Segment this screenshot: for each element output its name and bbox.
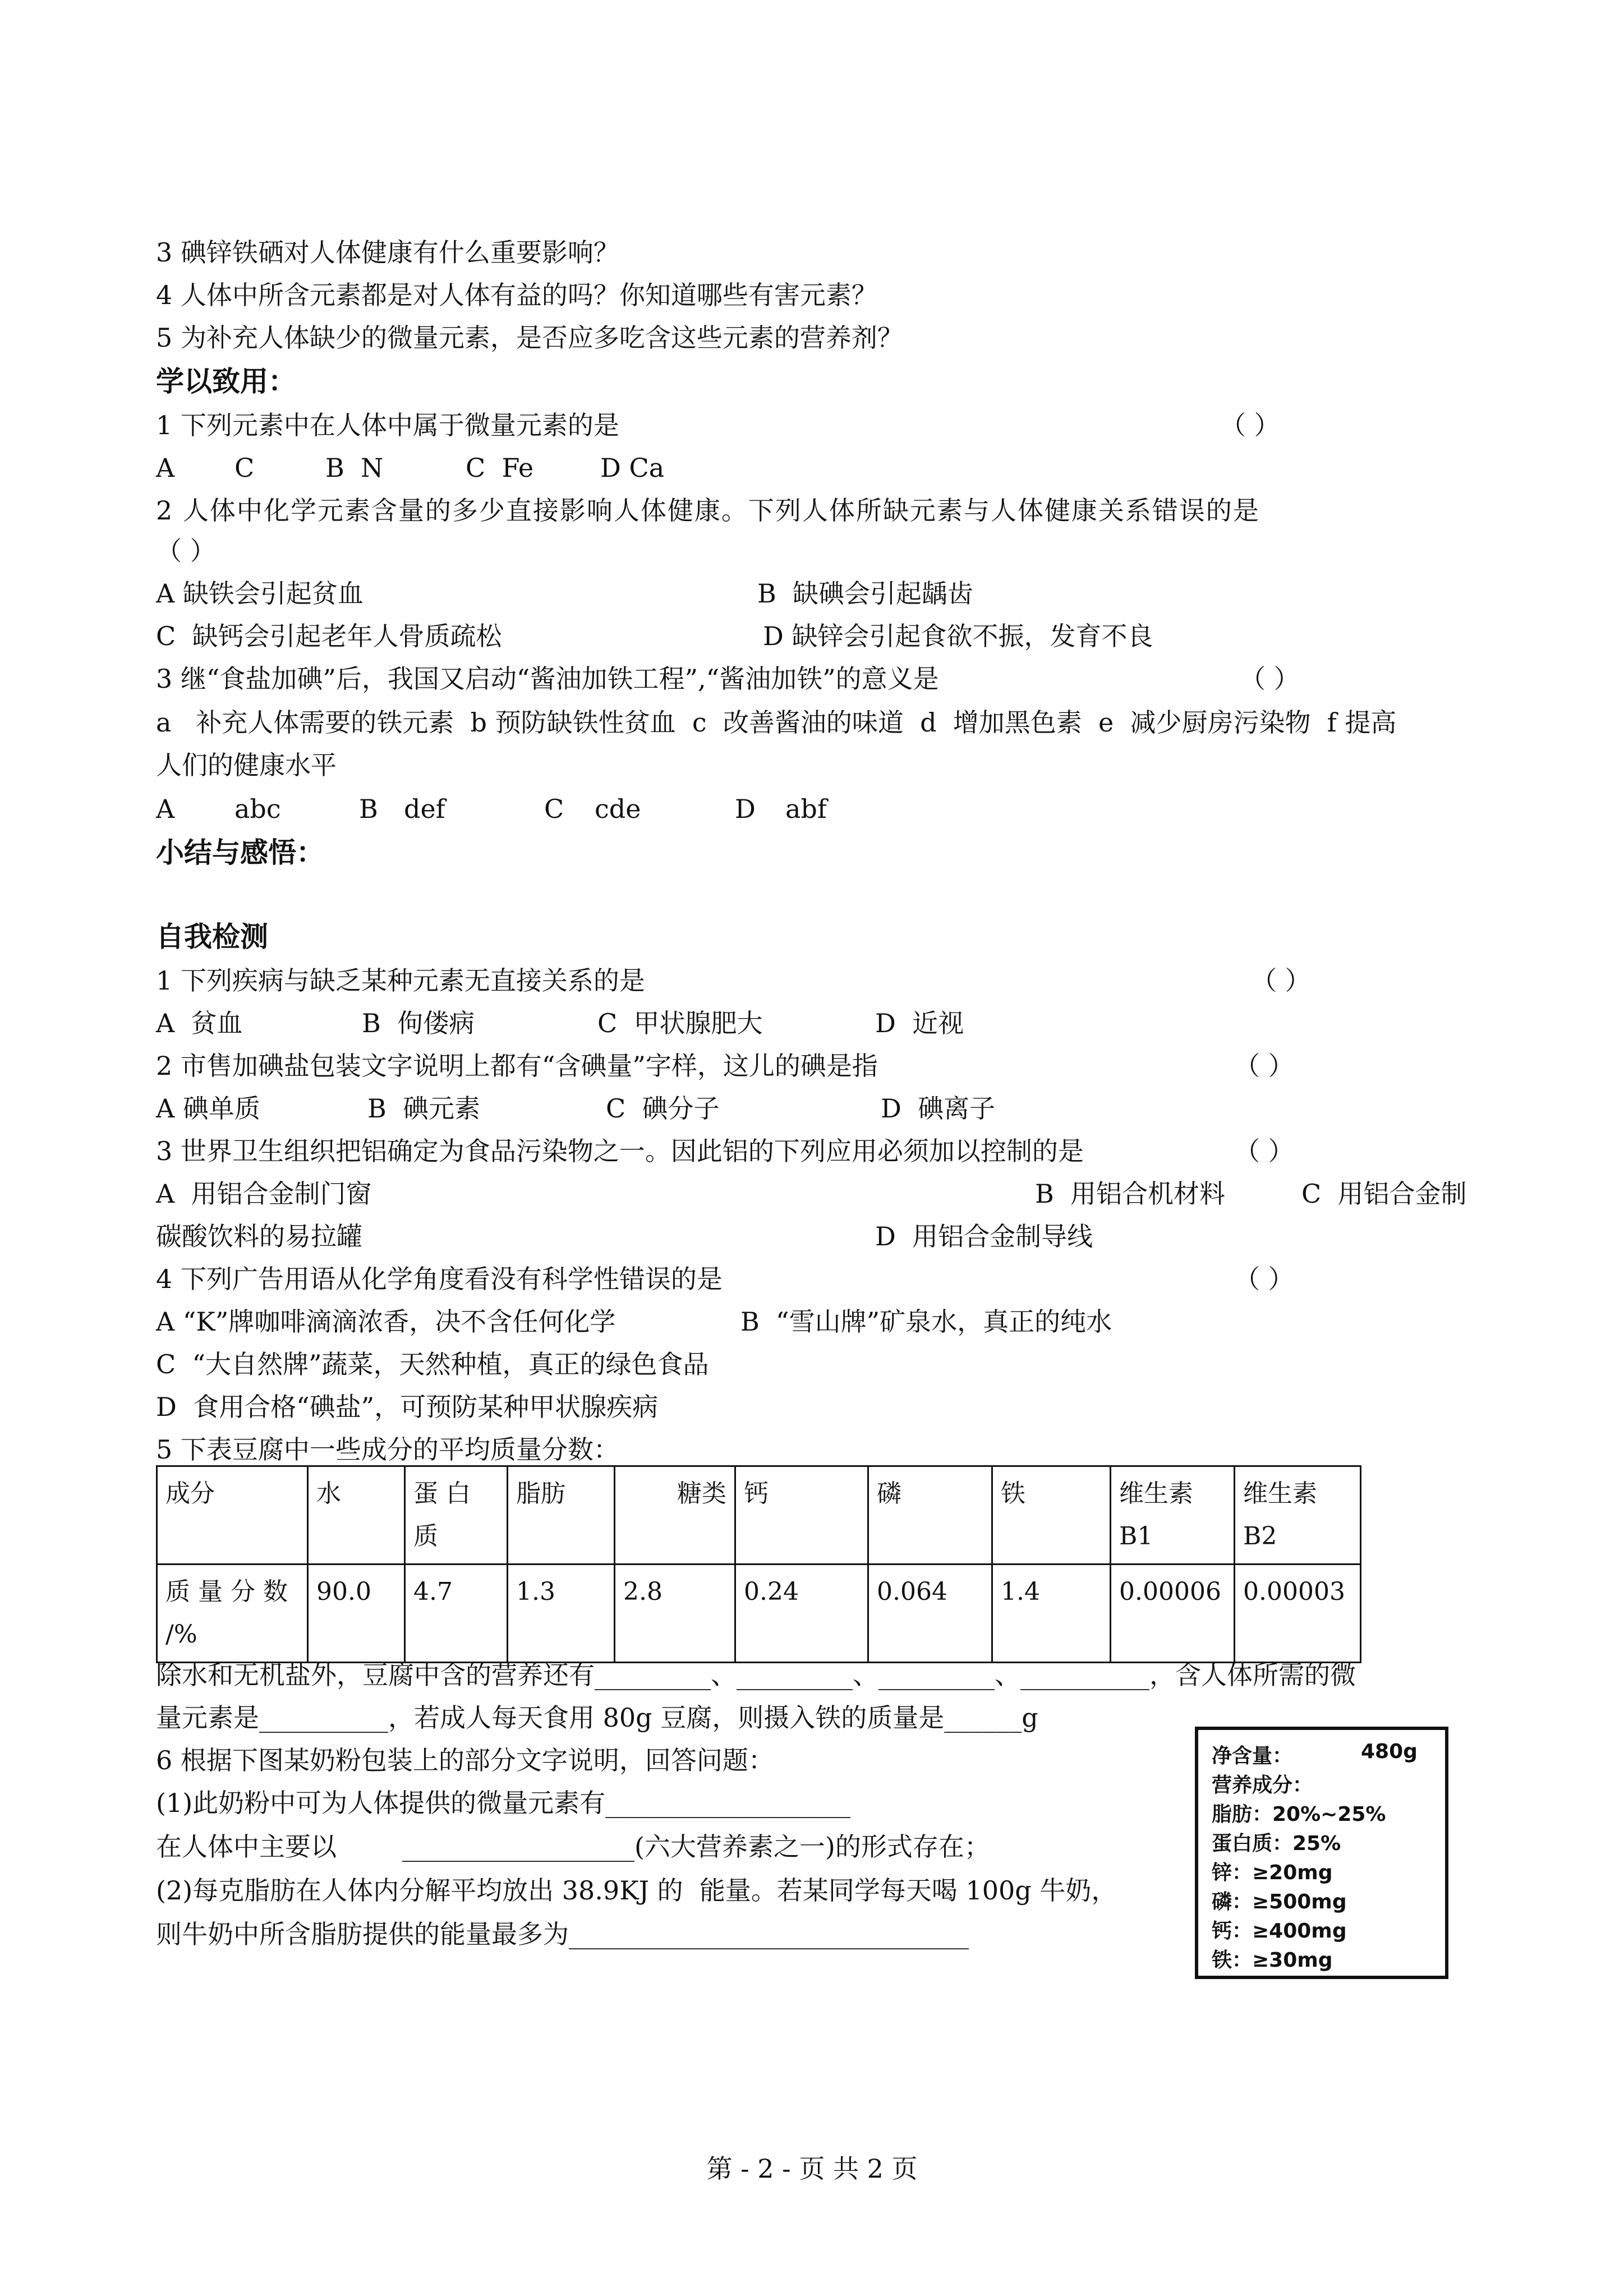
answer-bracket: （ ） bbox=[1234, 1264, 1294, 1294]
answer-bracket: （ ） bbox=[156, 536, 216, 566]
option: C Fe bbox=[466, 453, 534, 483]
table-cell: 2.8 bbox=[615, 1565, 735, 1663]
table-cell: 90.0 bbox=[308, 1565, 405, 1663]
option-c: C 碘分子 bbox=[606, 1093, 720, 1124]
answer-bracket: （ ） bbox=[1234, 1051, 1294, 1081]
question-5-intro: 5 为补充人体缺少的微量元素，是否应多吃含这些元素的营养剂？ bbox=[156, 323, 903, 353]
test-q1: 1 下列疾病与缺乏某种元素无直接关系的是 bbox=[156, 965, 645, 996]
section-heading-apply: 学以致用： bbox=[156, 365, 296, 398]
option-b: B “雪山牌”矿泉水，真正的纯水 bbox=[740, 1306, 1112, 1337]
option: C bbox=[544, 794, 564, 824]
table-cell: 成分 bbox=[157, 1466, 308, 1565]
option: abc bbox=[234, 794, 281, 824]
test-q6-part1-cont: 在人体中主要以 __________________(六大营养素之一)的形式存在； bbox=[156, 1832, 990, 1862]
answer-bracket: （ ） bbox=[1220, 410, 1280, 440]
answer-bracket: （ ） bbox=[1240, 664, 1300, 694]
option-c: C 甲状腺肥大 bbox=[597, 1008, 763, 1038]
table-row bbox=[157, 1565, 1361, 1663]
label-fat: 脂肪：20%~25% bbox=[1212, 1803, 1386, 1826]
page-footer: 第 - 2 - 页 共 2 页 bbox=[706, 2154, 918, 2184]
apply-q3-items: a 补充人体需要的铁元素 b 预防缺铁性贫血 c 改善酱油的味道 d 增加黑色素 e 减少厨房污染物 f 提高 bbox=[156, 707, 1397, 738]
option: B N bbox=[325, 453, 384, 483]
label-iron: 铁：≥30mg bbox=[1212, 1949, 1333, 1972]
table-cell: 维生素 B1 bbox=[1111, 1466, 1235, 1565]
option: D Ca bbox=[600, 453, 665, 483]
option-d: D 近视 bbox=[875, 1008, 964, 1038]
option-b: B 碘元素 bbox=[367, 1093, 481, 1124]
table-cell: 质 量 分 数 /% bbox=[157, 1565, 308, 1663]
option-c: C 用铝合金制 bbox=[1301, 1179, 1467, 1209]
option: A bbox=[156, 453, 175, 483]
milk-powder-label bbox=[1195, 1727, 1448, 1979]
option-d: D 食用合格“碘盐”，可预防某种甲状腺疾病 bbox=[156, 1392, 659, 1422]
test-q5: 5 下表豆腐中一些成分的平均质量分数： bbox=[156, 1434, 619, 1465]
label-zinc: 锌：≥20mg bbox=[1212, 1861, 1333, 1884]
apply-q3-items-cont: 人们的健康水平 bbox=[156, 750, 337, 780]
answer-bracket: （ ） bbox=[1251, 965, 1311, 996]
option-c: C “大自然牌”蔬菜，天然种植，真正的绿色食品 bbox=[156, 1349, 709, 1379]
test-q6-part2-cont: 则牛奶中所含脂肪提供的能量最多为_______________________________ bbox=[156, 1919, 969, 1949]
table-cell: 铁 bbox=[992, 1466, 1111, 1565]
label-nutrition: 营养成分： bbox=[1212, 1774, 1313, 1797]
apply-q3: 3 继“食盐加碘”后，我国又启动“酱油加铁工程”,“酱油加铁”的意义是 bbox=[156, 664, 939, 694]
option-a: A 贫血 bbox=[156, 1008, 243, 1038]
option: B bbox=[359, 794, 378, 824]
test-q4: 4 下列广告用语从化学角度看没有科学性错误的是 bbox=[156, 1264, 723, 1294]
test-q3: 3 世界卫生组织把铝确定为食品污染物之一。因此铝的下列应用必须加以控制的是 bbox=[156, 1136, 1084, 1166]
tofu-composition-table bbox=[156, 1465, 1361, 1663]
test-q6-part2: (2)每克脂肪在人体内分解平均放出 38.9KJ 的 能量。若某同学每天喝 100g 牛奶， bbox=[156, 1875, 1117, 1906]
option-d: D 缺锌会引起食欲不振，发育不良 bbox=[763, 621, 1153, 651]
table-cell: 0.00006 bbox=[1111, 1565, 1235, 1663]
question-3-intro: 3 碘锌铁硒对人体健康有什么重要影响？ bbox=[156, 237, 619, 268]
option-a: A “K”牌咖啡滴滴浓香，决不含任何化学 bbox=[156, 1306, 616, 1337]
table-cell: 钙 bbox=[735, 1466, 868, 1565]
label-net-value: 480g bbox=[1361, 1740, 1418, 1763]
table-cell: 维生素 B2 bbox=[1235, 1466, 1361, 1565]
option: abf bbox=[785, 794, 827, 824]
label-calcium: 钙：≥400mg bbox=[1212, 1920, 1347, 1943]
option-a: A 碘单质 bbox=[156, 1093, 260, 1124]
option: C bbox=[234, 453, 255, 483]
option-d: D 用铝合金制导线 bbox=[875, 1221, 1093, 1251]
option: A bbox=[156, 794, 175, 824]
test-q6: 6 根据下图某奶粉包装上的部分文字说明，回答问题： bbox=[156, 1745, 774, 1775]
test-q2: 2 市售加碘盐包装文字说明上都有“含碘量”字样，这儿的碘是指 bbox=[156, 1051, 878, 1081]
label-phosphorus: 磷：≥500mg bbox=[1212, 1890, 1347, 1913]
table-cell: 0.064 bbox=[868, 1565, 992, 1663]
option: cde bbox=[595, 794, 641, 824]
apply-q1: 1 下列元素中在人体中属于微量元素的是 bbox=[156, 410, 619, 440]
option: def bbox=[404, 794, 445, 824]
option-c-cont: 碳酸饮料的易拉罐 bbox=[156, 1221, 362, 1251]
test-q5-fill-line2: 量元素是__________，若成人每天食用 80g 豆腐，则摄入铁的质量是______g bbox=[156, 1703, 1038, 1733]
label-protein: 蛋白质：25% bbox=[1212, 1832, 1341, 1855]
table-header-row bbox=[157, 1466, 1361, 1565]
table-cell: 0.00003 bbox=[1235, 1565, 1361, 1663]
test-q6-part1: (1)此奶粉中可为人体提供的微量元素有___________________ bbox=[156, 1788, 851, 1818]
label-net-content: 净含量： bbox=[1212, 1745, 1293, 1768]
option-a: A 用铝合金制门窗 bbox=[156, 1179, 372, 1209]
section-heading-self-test: 自我检测 bbox=[156, 921, 268, 953]
option-d: D 碘离子 bbox=[881, 1093, 996, 1124]
option-c: C 缺钙会引起老年人骨质疏松 bbox=[156, 621, 502, 651]
option-b: B 佝偻病 bbox=[362, 1008, 475, 1038]
section-heading-summary: 小结与感悟： bbox=[156, 836, 324, 869]
option-a: A 缺铁会引起贫血 bbox=[156, 578, 364, 609]
apply-q2: 2 人体中化学元素含量的多少直接影响人体健康。下列人体所缺元素与人体健康关系错误的是 bbox=[156, 495, 1260, 526]
table-cell: 水 bbox=[308, 1466, 405, 1565]
table-cell: 糖类 bbox=[615, 1466, 735, 1565]
option-b: B 用铝合机材料 bbox=[1035, 1179, 1226, 1209]
option-b: B 缺碘会引起龋齿 bbox=[757, 578, 974, 609]
table-cell: 脂肪 bbox=[508, 1466, 615, 1565]
table-cell: 磷 bbox=[868, 1466, 992, 1565]
table-cell: 0.24 bbox=[735, 1565, 868, 1663]
table-cell: 1.3 bbox=[508, 1565, 615, 1663]
option: D bbox=[735, 794, 756, 824]
answer-bracket: （ ） bbox=[1234, 1136, 1294, 1166]
question-4-intro: 4 人体中所含元素都是对人体有益的吗？你知道哪些有害元素？ bbox=[156, 280, 877, 310]
test-q5-fill-line1: 除水和无机盐外，豆腐中含的营养还有_________、_________、_________、__________，含人体所需的微 bbox=[156, 1660, 1356, 1690]
table-cell: 4.7 bbox=[405, 1565, 508, 1663]
table-cell: 蛋 白 质 bbox=[405, 1466, 508, 1565]
table-cell: 1.4 bbox=[992, 1565, 1111, 1663]
